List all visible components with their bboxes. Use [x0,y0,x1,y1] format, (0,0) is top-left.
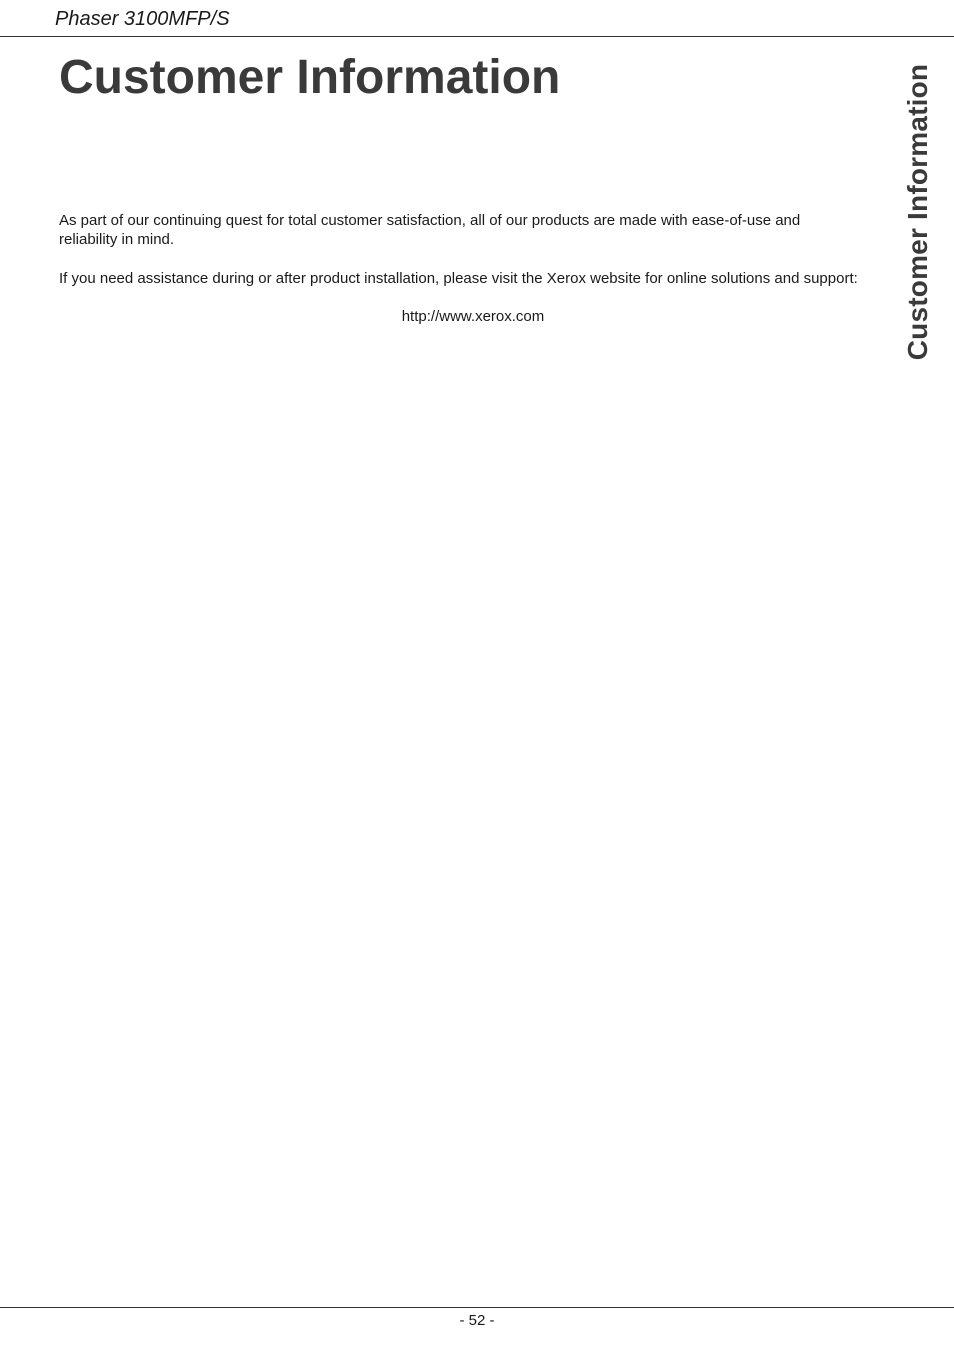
assistance-paragraph: If you need assistance during or after product installation, please visit the Xerox website for online solutions and support: [59,270,858,287]
footer-divider [0,1307,954,1308]
intro-paragraph: As part of our continuing quest for total customer satisfaction, all of our products are made with ease-of-use and reliability in mind. [59,212,801,248]
side-tab-label: Customer Information [902,63,933,361]
xerox-website-link[interactable]: http://www.xerox.com [401,308,545,325]
page-number: - 52 - [459,1312,495,1329]
header-product-name: Phaser 3100MFP/S [55,8,230,30]
page-title: Customer Information [59,51,561,104]
header-divider [0,36,954,37]
